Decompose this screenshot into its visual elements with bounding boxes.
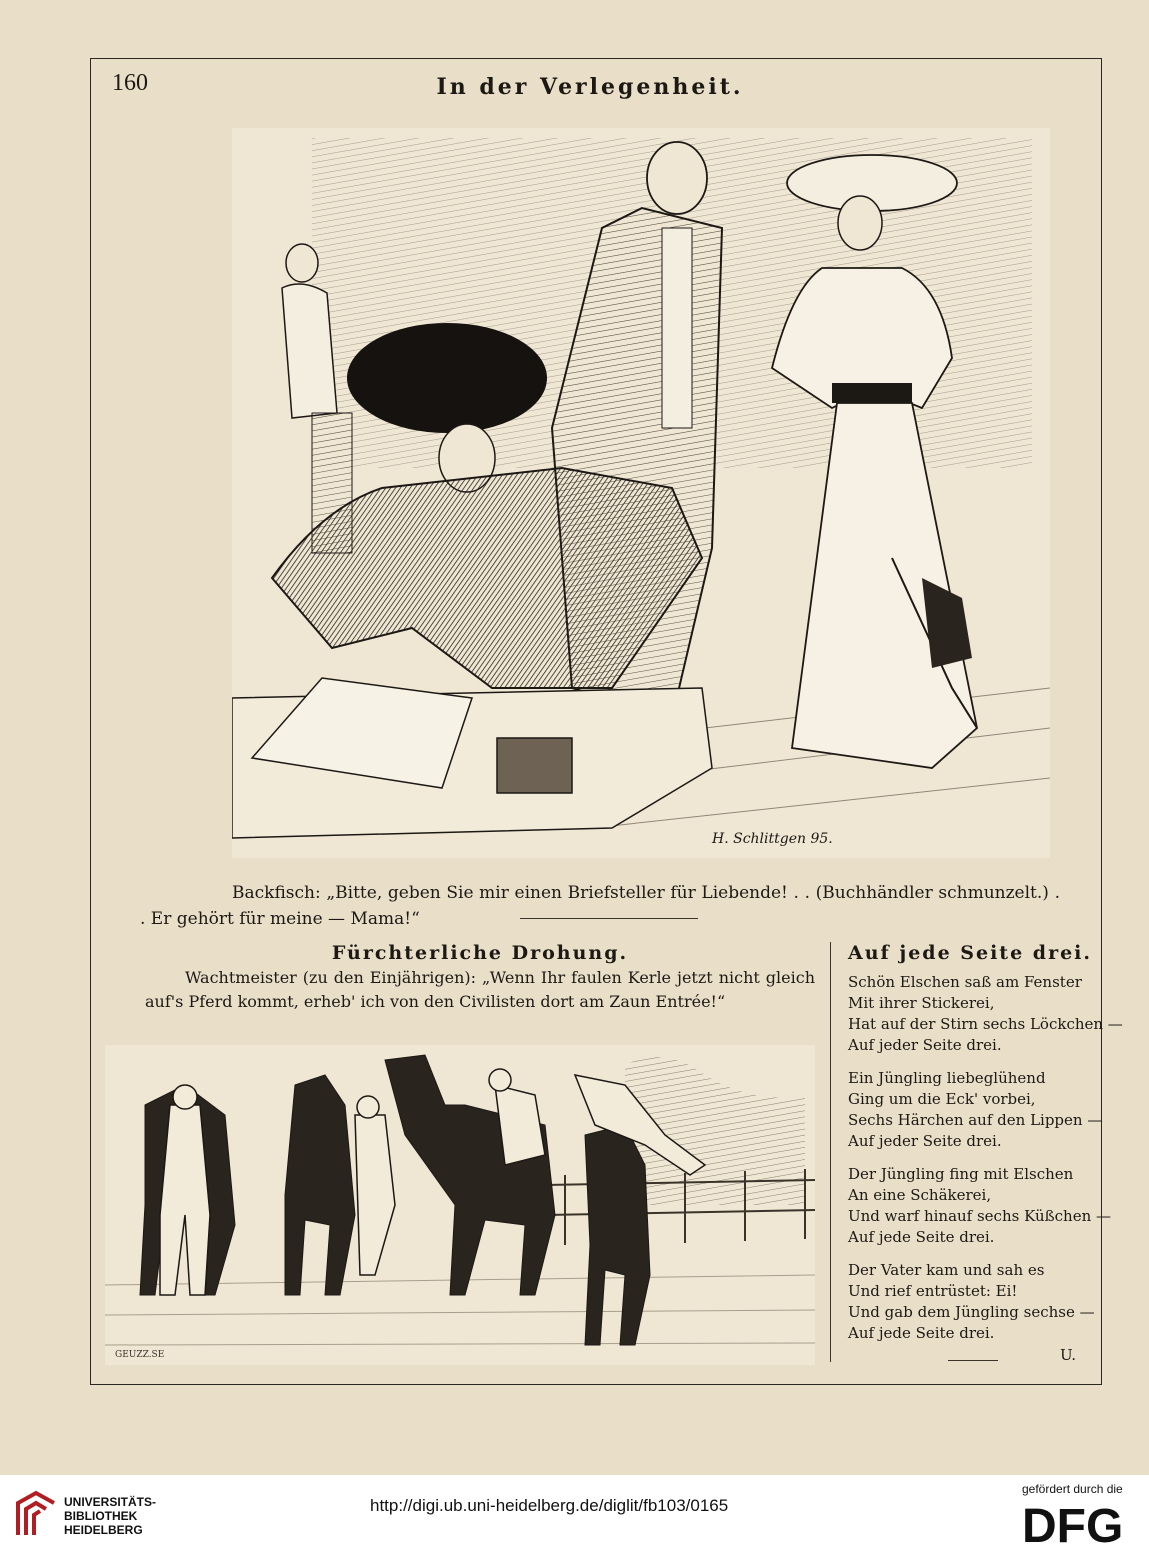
artist-signature: H. Schlittgen 95. — [712, 831, 833, 847]
poem-signature: U. — [1060, 1346, 1077, 1364]
illustration-caption: Backfisch: „Bitte, geben Sie mir einen Briefsteller für Liebende! . . (Buchhändler schmunzelt.) . . Er gehört für meine — Mama!“ — [140, 883, 1060, 929]
poem-line: Und gab dem Jüngling sechse — — [848, 1303, 1095, 1321]
poem-stanza — [848, 972, 1123, 1056]
caption-divider — [520, 918, 698, 919]
poem-line: Ging um die Eck' vorbei, — [848, 1090, 1036, 1108]
source-url-link[interactable]: http://digi.ub.uni-heidelberg.de/diglit/fb103/0165 — [370, 1496, 729, 1515]
library-name: UNIVERSITÄTS- BIBLIOTHEK HEIDELBERG — [64, 1495, 157, 1537]
poem-line: Der Vater kam und sah es — [848, 1261, 1045, 1279]
engraver-mark: GEUZZ.SE — [115, 1350, 165, 1360]
poem-line: Auf jede Seite drei. — [848, 1324, 995, 1342]
poem-line: Schön Elschen saß am Fenster — [848, 973, 1082, 991]
poem-line: An eine Schäkerei, — [848, 1186, 992, 1204]
page-title: In der Verlegenheit. — [436, 74, 744, 100]
poem-stanza — [848, 1164, 1112, 1248]
library-emblem-icon — [14, 1489, 58, 1539]
poem-line: Sechs Härchen auf den Lippen — — [848, 1111, 1103, 1129]
horses-drawing — [105, 1045, 815, 1365]
section-title-drohung: Fürchterliche Drohung. — [331, 942, 629, 964]
library-logo[interactable] — [14, 1489, 174, 1549]
poem — [848, 972, 1123, 1356]
poem-line: Und rief entrüstet: Ei! — [848, 1282, 1018, 1300]
section-title-poem: Auf jede Seite drei. — [847, 942, 1093, 964]
poem-line: Auf jeder Seite drei. — [848, 1132, 1002, 1150]
desk-with-books — [232, 678, 712, 838]
dfg-logo-text: DFG — [1022, 1500, 1124, 1548]
page-number: 160 — [112, 70, 148, 96]
bookshop-drawing — [232, 128, 1050, 858]
poem-end-divider — [948, 1360, 998, 1361]
poem-stanza — [848, 1260, 1095, 1344]
bookshop-illustration — [232, 128, 1050, 858]
poem-line: Ein Jüngling liebeglühend — [848, 1069, 1046, 1087]
poem-line: Der Jüngling fing mit Elschen — [848, 1165, 1074, 1183]
footer-bar — [0, 1475, 1149, 1560]
column-divider — [830, 942, 831, 1362]
poem-line: Auf jede Seite drei. — [848, 1228, 995, 1246]
dfg-logo[interactable] — [1022, 1498, 1132, 1548]
poem-line: Auf jeder Seite drei. — [848, 1036, 1002, 1054]
horses-illustration — [105, 1045, 815, 1365]
poem-line: Mit ihrer Stickerei, — [848, 994, 995, 1012]
poem-line: Und warf hinauf sechs Küßchen — — [848, 1207, 1112, 1225]
section-text-drohung: Wachtmeister (zu den Einjährigen): „Wenn Ihr faulen Kerle jetzt nicht gleich auf's Pferd kommt, erheb' ich von den Civilisten dort am Zaun Entrée!“ — [145, 968, 815, 1011]
funded-by-label: gefördert durch die — [1022, 1482, 1123, 1496]
poem-stanza — [848, 1068, 1103, 1152]
poem-line: Hat auf der Stirn sechs Löckchen — — [848, 1015, 1123, 1033]
